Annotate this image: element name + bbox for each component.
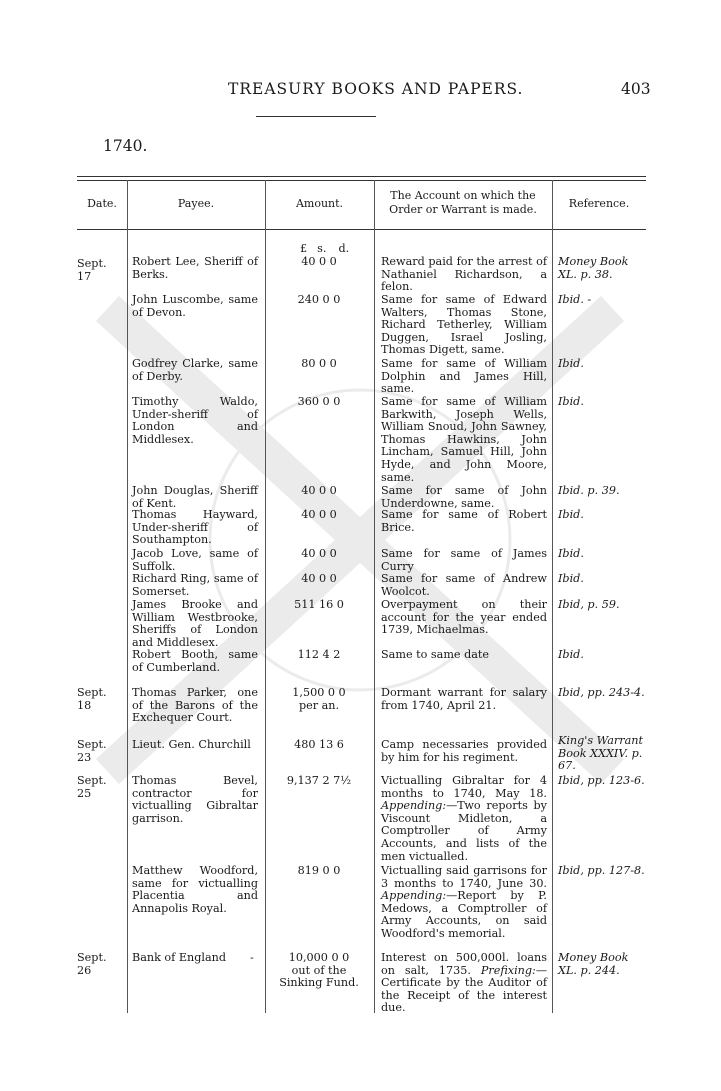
row-payee: Godfrey Clarke, same of Derby.	[132, 357, 258, 383]
row-reference: Ibid.	[558, 648, 584, 661]
row-date: Sept. 17	[77, 257, 107, 283]
column-divider	[552, 180, 553, 1013]
account-main: Interest on 500,000l. loans on salt, 1735.	[381, 951, 547, 977]
row-account: Same for same of William Dolphin and James Hill, same.	[381, 357, 547, 396]
row-payee: Thomas Hayward, Under-sheriff of Southampton.	[132, 508, 258, 547]
column-header-date: Date.	[87, 197, 117, 210]
column-header-amount: Amount.	[295, 197, 344, 210]
row-payee: Lieut. Gen. Churchill	[132, 738, 251, 751]
row-amount: 80 0 0	[301, 357, 337, 370]
account-main: Victualling Gibraltar for 4 months to 1740, May 18.	[381, 774, 547, 800]
row-reference: King's Warrant Book XXXIV. p. 67.	[558, 734, 643, 773]
header-rule	[256, 116, 376, 117]
row-reference: Ibid. p. 39.	[558, 484, 620, 497]
row-amount	[268, 952, 370, 990]
row-account: Same for same of William Barkwith, Joseph Wells, William Snoud, John Sawney, Thomas Hawkins, John Lincham, Samuel Hill, John Hyde, and John Moore, same.	[381, 395, 547, 484]
row-reference: Ibid, pp. 127-8.	[558, 864, 645, 877]
account-label: Appending:	[381, 799, 447, 813]
row-reference: Ibid.	[558, 357, 584, 370]
column-header-payee: Payee.	[177, 197, 215, 210]
currency-units	[300, 243, 370, 256]
shillings-unit: s.	[317, 242, 327, 255]
row-date: Sept. 25	[77, 774, 107, 800]
row-payee: John Luscombe, same of Devon.	[132, 293, 258, 319]
row-reference: Ibid, pp. 243-4.	[558, 686, 645, 699]
row-reference: Ibid.	[558, 508, 584, 521]
row-payee: Matthew Woodford, same for victualling Placentia and Annapolis Royal.	[132, 864, 258, 915]
table-top-rule-inner	[77, 180, 646, 181]
row-date: Sept. 26	[77, 951, 107, 977]
row-reference: Ibid. -	[558, 293, 592, 306]
row-reference: Ibid, pp. 123-6.	[558, 774, 645, 787]
amount-value: 1,500 0 0	[292, 686, 346, 699]
column-divider	[374, 180, 375, 1013]
row-reference: Ibid, p. 59.	[558, 598, 620, 611]
table-top-rule	[77, 176, 646, 177]
row-reference: Ibid.	[558, 395, 584, 408]
row-payee: Robert Booth, same of Cumberland.	[132, 648, 258, 674]
row-reference: Ibid.	[558, 572, 584, 585]
row-payee	[132, 952, 258, 965]
amount-note: per an.	[298, 698, 340, 712]
column-divider	[265, 180, 266, 1013]
row-amount: 40 0 0	[301, 255, 337, 268]
running-head: TREASURY BOOKS AND PAPERS.	[228, 80, 524, 98]
account-label: Appending:	[381, 889, 447, 903]
row-amount: 240 0 0	[297, 293, 341, 306]
row-amount: 819 0 0	[297, 864, 341, 877]
row-amount: 40 0 0	[301, 547, 337, 560]
account-label: Prefixing:	[480, 963, 536, 977]
row-account: Same for same of John Underdowne, same.	[381, 484, 547, 510]
account-note: —Report by P. Medows, a Comptroller of Army Accounts, on said Woodford's memorial.	[381, 889, 547, 940]
account-note: —Certificate by the Auditor of the Receipt of the interest due.	[381, 963, 547, 1015]
row-amount: 40 0 0	[301, 484, 337, 497]
row-amount: 9,137 2 7½	[286, 774, 352, 787]
year-heading: 1740.	[103, 137, 148, 155]
row-account	[381, 865, 547, 941]
column-header-account: The Account on which the Order or Warrant is made.	[389, 189, 537, 216]
row-amount: 511 16 0	[294, 598, 344, 611]
row-payee: Thomas Parker, one of the Barons of the Exchequer Court.	[132, 686, 258, 725]
row-amount	[268, 687, 370, 712]
row-payee: James Brooke and William Westbrooke, Sheriffs of London and Middlesex.	[132, 598, 258, 649]
row-payee: Thomas Bevel, contractor for victualling Gibraltar garrison.	[132, 774, 258, 825]
row-account: Camp necessaries provided by him for his regiment.	[381, 738, 547, 764]
row-account: Same for same of Robert Brice.	[381, 508, 547, 534]
row-payee: Robert Lee, Sheriff of Berks.	[132, 255, 258, 281]
row-account	[381, 952, 547, 1015]
row-date: Sept. 23	[77, 738, 107, 764]
row-account: Dormant warrant for salary from 1740, April 21.	[381, 686, 547, 712]
page-number: 403	[621, 80, 651, 98]
row-account: Same for same of Andrew Woolcot.	[381, 572, 547, 598]
amount-value: 10,000 0 0	[288, 951, 350, 964]
column-header-reference: Reference.	[568, 197, 630, 210]
amount-note: out of the Sinking Fund.	[279, 963, 359, 990]
account-note: —Two reports by Viscount Midleton, a Comptroller of Army Accounts, and lists of the men victualled.	[381, 799, 547, 863]
row-account: Overpayment on their account for the year ended 1739, Michaelmas.	[381, 598, 547, 637]
account-main: Victualling said garrisons for 3 months to 1740, June 30.	[381, 864, 547, 890]
header-bottom-rule	[77, 229, 646, 230]
payee-name: Bank of England	[132, 951, 227, 964]
row-date: Sept. 18	[77, 686, 107, 712]
row-payee: John Douglas, Sheriff of Kent.	[132, 484, 258, 510]
row-account	[381, 775, 547, 863]
row-account: Same for same of James Curry	[381, 547, 547, 573]
row-reference: Money Book XL. p. 38.	[558, 255, 629, 281]
row-amount: 40 0 0	[301, 508, 337, 521]
row-payee: Richard Ring, same of Somerset.	[132, 572, 258, 598]
pounds-unit: £	[300, 242, 308, 255]
row-payee: Jacob Love, same of Suffolk.	[132, 547, 258, 573]
column-divider	[127, 180, 128, 1013]
row-amount: 360 0 0	[297, 395, 341, 408]
row-amount: 112 4 2	[297, 648, 341, 661]
row-amount: 40 0 0	[301, 572, 337, 585]
row-reference: Ibid.	[558, 547, 584, 560]
row-account: Reward paid for the arrest of Nathaniel Richardson, a felon.	[381, 255, 547, 294]
row-account: Same to same date	[381, 648, 490, 661]
row-amount: 480 13 6	[294, 738, 344, 751]
row-payee: Timothy Waldo, Under-sheriff of London and Middlesex.	[132, 395, 258, 446]
row-account: Same for same of Edward Walters, Thomas Stone, Richard Tetherley, William Duggen, Israel Josling, Thomas Digett, same.	[381, 293, 547, 357]
payee-suffix: -	[250, 951, 254, 964]
pence-unit: d.	[338, 242, 350, 255]
row-reference: Money Book XL. p. 244.	[558, 951, 629, 977]
